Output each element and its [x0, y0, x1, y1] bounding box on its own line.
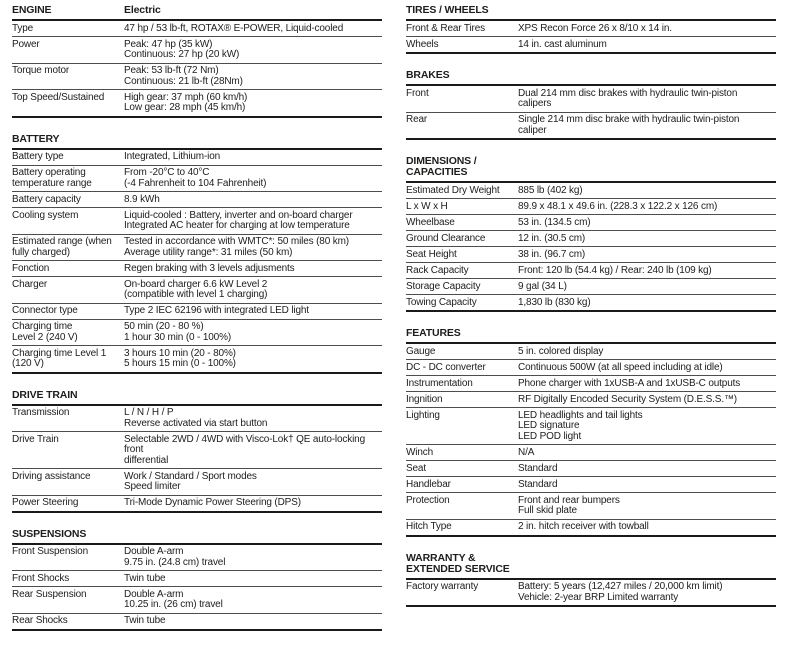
section-title: BRAKES: [406, 69, 450, 81]
value-line: calipers: [518, 98, 552, 109]
label-line: Power: [12, 38, 40, 50]
label-line: Cooling system: [12, 209, 79, 221]
spec-label: [406, 347, 518, 358]
spec-row-battery-capacity: [12, 192, 382, 208]
value-line: (compatible with level 1 charging): [124, 289, 268, 300]
value-line: Type 2 IEC 62196 with integrated LED light: [124, 305, 309, 316]
spec-value: [124, 472, 382, 493]
spec-label: [12, 574, 124, 585]
label-line: Factory warranty: [406, 581, 479, 592]
spec-value: [518, 363, 776, 374]
label-line: Drive Train: [12, 433, 59, 445]
value-line: On-board charger 6.6 kW Level 2: [124, 278, 268, 290]
spec-value: [518, 89, 776, 110]
value-line: Dual 214 mm disc brakes with hydraulic twin-piston: [518, 87, 738, 99]
value-line: Continuous: 27 hp (20 kW): [124, 49, 240, 60]
spec-value: [124, 306, 382, 317]
spec-value: [518, 250, 776, 261]
value-line: Selectable 2WD / 4WD with Visco-Lok† QE auto-locking front: [124, 433, 366, 455]
section-title: FEATURES: [406, 327, 461, 339]
spec-label: [12, 616, 124, 627]
value-line: caliper: [518, 124, 547, 136]
spec-value: [518, 218, 776, 229]
section-header: [406, 154, 776, 183]
value-line: 89.9 x 48.1 x 49.6 in. (228.3 x 122.2 x 126 cm): [518, 200, 718, 212]
spec-row-front-rear-tires: [406, 21, 776, 37]
value-line: 53 in. (134.5 cm): [518, 216, 591, 228]
label-line: Type: [12, 22, 34, 34]
spec-value: [518, 395, 776, 406]
value-line: Front: 120 lb (54.4 kg) / Rear: 240 lb (109 kg): [518, 264, 712, 276]
spec-label: [12, 280, 124, 301]
value-line: RF Digitally Encoded Security System (D.E.S.S.™): [518, 393, 737, 405]
value-line: LED POD light: [518, 430, 582, 442]
value-line: Standard: [518, 462, 558, 474]
spec-label: [12, 264, 124, 275]
spec-value: [518, 298, 776, 309]
spec-row-top-speed-sustained: [12, 90, 382, 118]
label-line: Front Suspension: [12, 546, 88, 557]
label-line: Fonction: [12, 262, 50, 274]
value-line: 9.75 in. (24.8 cm) travel: [124, 556, 226, 568]
spec-row-rear-suspension: [12, 587, 382, 614]
section-title: SUSPENSIONS: [12, 527, 87, 540]
spec-row-seat-height: [406, 247, 776, 263]
label-line: Torque motor: [12, 65, 70, 76]
spec-row-protection: [406, 493, 776, 520]
spec-value: [518, 282, 776, 293]
spec-label: [406, 582, 518, 603]
spec-label: [12, 93, 124, 114]
spec-label: [12, 211, 124, 232]
value-line: Integrated, Lithium-ion: [124, 151, 221, 162]
value-line: 12 in. (30.5 cm): [518, 232, 586, 244]
label-line: Charger: [12, 278, 48, 290]
label-line: Front Shocks: [12, 572, 70, 584]
spec-row-charging-time-level-2-240-v: [12, 320, 382, 347]
section-features: [406, 326, 776, 537]
spec-value: [124, 280, 382, 301]
value-line: Average utility range*: 31 miles (50 km): [124, 246, 293, 258]
value-line: Double A-arm: [124, 546, 184, 557]
spec-label: [12, 66, 124, 87]
label-line: Rear Shocks: [12, 615, 68, 626]
spec-value: [518, 582, 776, 603]
label-line: Wheelbase: [406, 216, 455, 228]
label-line: Top Speed/Sustained: [12, 91, 105, 103]
section-header: [406, 3, 776, 21]
spec-label: [406, 202, 518, 213]
value-line: Continuous 500W (at all speed including at idle): [518, 361, 723, 373]
label-line: Hitch Type: [406, 521, 452, 532]
spec-value: [518, 448, 776, 459]
spec-value: [124, 349, 382, 370]
value-line: Single 214 mm disc brake with hydraulic twin-piston: [518, 114, 740, 125]
spec-row-charger: [12, 277, 382, 304]
value-line: 5 hours 15 min (0 - 100%): [124, 358, 236, 369]
section-brakes: [406, 68, 776, 140]
spec-label: [406, 379, 518, 390]
spec-label: [406, 464, 518, 475]
spec-value: [518, 522, 776, 533]
spec-row-wheelbase: [406, 215, 776, 231]
spec-value: [518, 186, 776, 197]
spec-label: [12, 408, 124, 429]
spec-row-rear: [406, 113, 776, 141]
value-line: 14 in. cast aluminum: [518, 38, 607, 50]
spec-row-torque-motor: [12, 64, 382, 91]
spec-value: [518, 480, 776, 491]
value-line: 1,830 lb (830 kg): [518, 296, 591, 308]
section-header: [406, 551, 776, 580]
spec-row-l-x-w-x-h: [406, 199, 776, 215]
section-battery: [12, 132, 382, 374]
label-line: Charging time Level 1: [12, 347, 107, 359]
value-line: 9 gal (34 L): [518, 280, 567, 292]
spec-value: [124, 195, 382, 206]
value-line: Phone charger with 1xUSB-A and 1xUSB-C outputs: [518, 377, 741, 389]
spec-label: [12, 590, 124, 611]
spec-label: [406, 522, 518, 533]
value-line: Tri-Mode Dynamic Power Steering (DPS): [124, 497, 301, 508]
spec-row-battery-operating-temperature-range: [12, 166, 382, 193]
spec-label: [12, 322, 124, 343]
spec-value: [124, 152, 382, 163]
spec-row-estimated-dry-weight: [406, 183, 776, 199]
value-line: 8.9 kWh: [124, 193, 160, 205]
section-title: WARRANTY & EXTENDED SERVICE: [406, 551, 510, 575]
spec-row-battery-type: [12, 150, 382, 166]
spec-label: [406, 395, 518, 406]
spec-label: [406, 282, 518, 293]
value-line: Battery: 5 years (12,427 miles / 20,000 km limit): [518, 581, 723, 592]
label-line: Connector type: [12, 305, 78, 316]
spec-row-transmission: [12, 406, 382, 433]
spec-row-drive-train: [12, 432, 382, 469]
label-line: Wheels: [406, 38, 439, 50]
section-tires-wheels: [406, 3, 776, 54]
spec-label: [406, 411, 518, 443]
value-line: (-4 Fahrenheit to 104 Fahrenheit): [124, 177, 267, 189]
value-line: Speed limiter: [124, 481, 181, 492]
value-line: 10.25 in. (26 cm) travel: [124, 599, 223, 610]
spec-value: [124, 264, 382, 275]
section-dimensions-capacities: [406, 154, 776, 312]
value-line: 38 in. (96.7 cm): [518, 248, 586, 260]
label-line: (120 V): [12, 358, 44, 369]
spec-row-type: [12, 21, 382, 37]
section-title: ENGINE: [12, 4, 52, 16]
spec-value: [518, 234, 776, 245]
spec-row-rear-shocks: [12, 614, 382, 631]
label-line: Handlebar: [406, 478, 451, 490]
label-line: Rear Suspension: [12, 588, 87, 600]
spec-value: [518, 202, 776, 213]
value-line: XPS Recon Force 26 x 8/10 x 14 in.: [518, 22, 672, 34]
value-line: Twin tube: [124, 572, 166, 584]
spec-label: [406, 298, 518, 309]
spec-label: [12, 306, 124, 317]
label-line: Rack Capacity: [406, 264, 469, 276]
value-line: Continuous: 21 lb-ft (28Nm): [124, 75, 243, 87]
spec-value: [124, 168, 382, 189]
value-line: 3 hours 10 min (20 - 80%): [124, 347, 236, 359]
spec-value: [124, 590, 382, 611]
spec-label: [12, 237, 124, 258]
section-title: TIRES / WHEELS: [406, 4, 489, 16]
label-line: DC - DC converter: [406, 361, 486, 373]
spec-row-instrumentation: [406, 376, 776, 392]
spec-row-lighting: [406, 408, 776, 445]
spec-label: [406, 480, 518, 491]
section-title: BATTERY: [12, 132, 60, 145]
value-line: differential: [124, 454, 169, 466]
spec-label: [12, 498, 124, 509]
spec-value: [518, 379, 776, 390]
spec-value: [518, 464, 776, 475]
label-line: Battery operating: [12, 167, 86, 178]
spec-row-dc-dc-converter: [406, 360, 776, 376]
value-line: Full skid plate: [518, 505, 577, 516]
spec-row-hitch-type: [406, 520, 776, 537]
value-line: Liquid-cooled : Battery, inverter and on-board charger: [124, 209, 353, 221]
spec-label: [12, 168, 124, 189]
spec-label: [406, 40, 518, 51]
label-line: Seat Height: [406, 248, 457, 260]
spec-value: [124, 498, 382, 509]
spec-value: [518, 496, 776, 517]
spec-row-factory-warranty: [406, 580, 776, 608]
spec-label: [406, 363, 518, 374]
spec-row-power: [12, 37, 382, 64]
label-line: Gauge: [406, 345, 436, 357]
value-line: Double A-arm: [124, 588, 184, 600]
label-line: Instrumentation: [406, 377, 473, 389]
spec-row-towing-capacity: [406, 295, 776, 312]
spec-row-estimated-range-when-fully-charged: [12, 235, 382, 262]
value-line: 885 lb (402 kg): [518, 184, 583, 196]
section-header: [12, 527, 382, 545]
value-line: LED headlights and tail lights: [518, 409, 643, 421]
label-line: Towing Capacity: [406, 296, 477, 308]
value-line: 47 hp / 53 lb-ft, ROTAX® E-POWER, Liquid-cooled: [124, 22, 344, 34]
section-header-value: Electric: [124, 4, 161, 16]
label-line: Battery capacity: [12, 193, 81, 205]
spec-label: [406, 266, 518, 277]
label-line: Front: [406, 87, 429, 99]
label-line: Lighting: [406, 409, 440, 421]
label-line: Winch: [406, 446, 434, 458]
value-line: Front and rear bumpers: [518, 494, 620, 506]
spec-label: [12, 349, 124, 370]
value-line: Peak: 47 hp (35 kW): [124, 38, 213, 50]
section-warranty-extended-service: [406, 551, 776, 608]
spec-row-power-steering: [12, 496, 382, 513]
spec-label: [12, 24, 124, 35]
spec-value: [518, 411, 776, 443]
spec-value: [124, 574, 382, 585]
spec-row-gauge: [406, 344, 776, 360]
spec-row-cooling-system: [12, 208, 382, 235]
label-line: Power Steering: [12, 497, 79, 508]
value-line: L / N / H / P: [124, 407, 174, 418]
spec-row-connector-type: [12, 304, 382, 320]
value-line: Tested in accordance with WMTC*: 50 miles (80 km): [124, 236, 349, 247]
column-right: [406, 3, 776, 645]
spec-row-front: [406, 86, 776, 113]
spec-value: [124, 616, 382, 627]
spec-label: [406, 24, 518, 35]
spec-value: [518, 115, 776, 136]
spec-label: [406, 89, 518, 110]
label-line: fully charged): [12, 246, 70, 258]
value-line: N/A: [518, 446, 535, 458]
spec-value: [124, 93, 382, 114]
value-line: Regen braking with 3 levels adjusments: [124, 262, 295, 274]
spec-label: [406, 448, 518, 459]
value-line: 1 hour 30 min (0 - 100%): [124, 331, 232, 343]
label-line: L x W x H: [406, 200, 448, 212]
spec-label: [12, 40, 124, 61]
value-line: Integrated AC heater for charging at low temperature: [124, 220, 350, 231]
spec-value: [124, 547, 382, 568]
label-line: Charging time: [12, 321, 73, 332]
value-line: Standard: [518, 478, 558, 490]
value-line: Low gear: 28 mph (45 km/h): [124, 102, 246, 113]
spec-value: [124, 66, 382, 87]
spec-label: [406, 234, 518, 245]
section-header: [12, 132, 382, 150]
section-header: [406, 68, 776, 86]
section-engine: [12, 3, 382, 118]
label-line: Driving assistance: [12, 470, 91, 482]
column-left: [12, 3, 382, 645]
spec-label: [406, 186, 518, 197]
spec-value: [124, 211, 382, 232]
label-line: Transmission: [12, 407, 70, 418]
spec-row-storage-capacity: [406, 279, 776, 295]
label-line: Seat: [406, 462, 426, 474]
spec-row-front-suspension: [12, 545, 382, 572]
value-line: Work / Standard / Sport modes: [124, 470, 257, 482]
label-line: temperature range: [12, 177, 92, 189]
spec-label: [12, 435, 124, 467]
spec-row-winch: [406, 445, 776, 461]
spec-value: [124, 435, 382, 467]
section-header: [12, 388, 382, 406]
spec-row-front-shocks: [12, 571, 382, 587]
value-line: From -20°C to 40°C: [124, 167, 210, 178]
value-line: 50 min (20 - 80 %): [124, 321, 204, 332]
spec-value: [518, 347, 776, 358]
section-header: [406, 326, 776, 344]
value-line: 5 in. colored display: [518, 345, 604, 357]
spec-value: [124, 237, 382, 258]
spec-label: [406, 250, 518, 261]
label-line: Storage Capacity: [406, 280, 481, 292]
spec-row-seat: [406, 461, 776, 477]
value-line: LED signature: [518, 420, 580, 431]
section-title: DRIVE TRAIN: [12, 388, 78, 401]
label-line: Front & Rear Tires: [406, 22, 485, 34]
label-line: Estimated Dry Weight: [406, 184, 500, 196]
spec-label: [12, 195, 124, 206]
spec-row-rack-capacity: [406, 263, 776, 279]
spec-label: [406, 496, 518, 517]
label-line: Rear: [406, 114, 428, 125]
spec-row-driving-assistance: [12, 469, 382, 496]
value-line: High gear: 37 mph (60 km/h): [124, 91, 248, 103]
value-line: Vehicle: 2-year BRP Limited warranty: [518, 591, 679, 603]
section-drive-train: [12, 388, 382, 513]
spec-row-ground-clearance: [406, 231, 776, 247]
spec-value: [518, 266, 776, 277]
value-line: Reverse activated via start button: [124, 417, 268, 429]
spec-label: [12, 547, 124, 568]
spec-value: [518, 24, 776, 35]
spec-value: [518, 40, 776, 51]
spec-row-handlebar: [406, 477, 776, 493]
label-line: Protection: [406, 494, 450, 506]
spec-label: [406, 115, 518, 136]
section-header: [12, 3, 382, 21]
section-suspensions: [12, 527, 382, 631]
value-line: 2 in. hitch receiver with towball: [518, 521, 649, 532]
label-line: Ground Clearance: [406, 232, 486, 244]
spec-value: [124, 40, 382, 61]
spec-row-ingnition: [406, 392, 776, 408]
value-line: Peak: 53 lb-ft (72 Nm): [124, 65, 219, 76]
spec-label: [12, 472, 124, 493]
spec-row-wheels: [406, 37, 776, 54]
label-line: Level 2 (240 V): [12, 331, 78, 343]
spec-value: [124, 322, 382, 343]
spec-row-fonction: [12, 261, 382, 277]
spec-label: [12, 152, 124, 163]
section-title: DIMENSIONS / CAPACITIES: [406, 155, 477, 178]
spec-value: [124, 24, 382, 35]
label-line: Battery type: [12, 151, 64, 162]
spec-value: [124, 408, 382, 429]
label-line: Ingnition: [406, 393, 443, 405]
spec-row-charging-time-level-1-120-v: [12, 346, 382, 374]
value-line: Twin tube: [124, 615, 166, 626]
spec-label: [406, 218, 518, 229]
label-line: Estimated range (when: [12, 236, 112, 247]
